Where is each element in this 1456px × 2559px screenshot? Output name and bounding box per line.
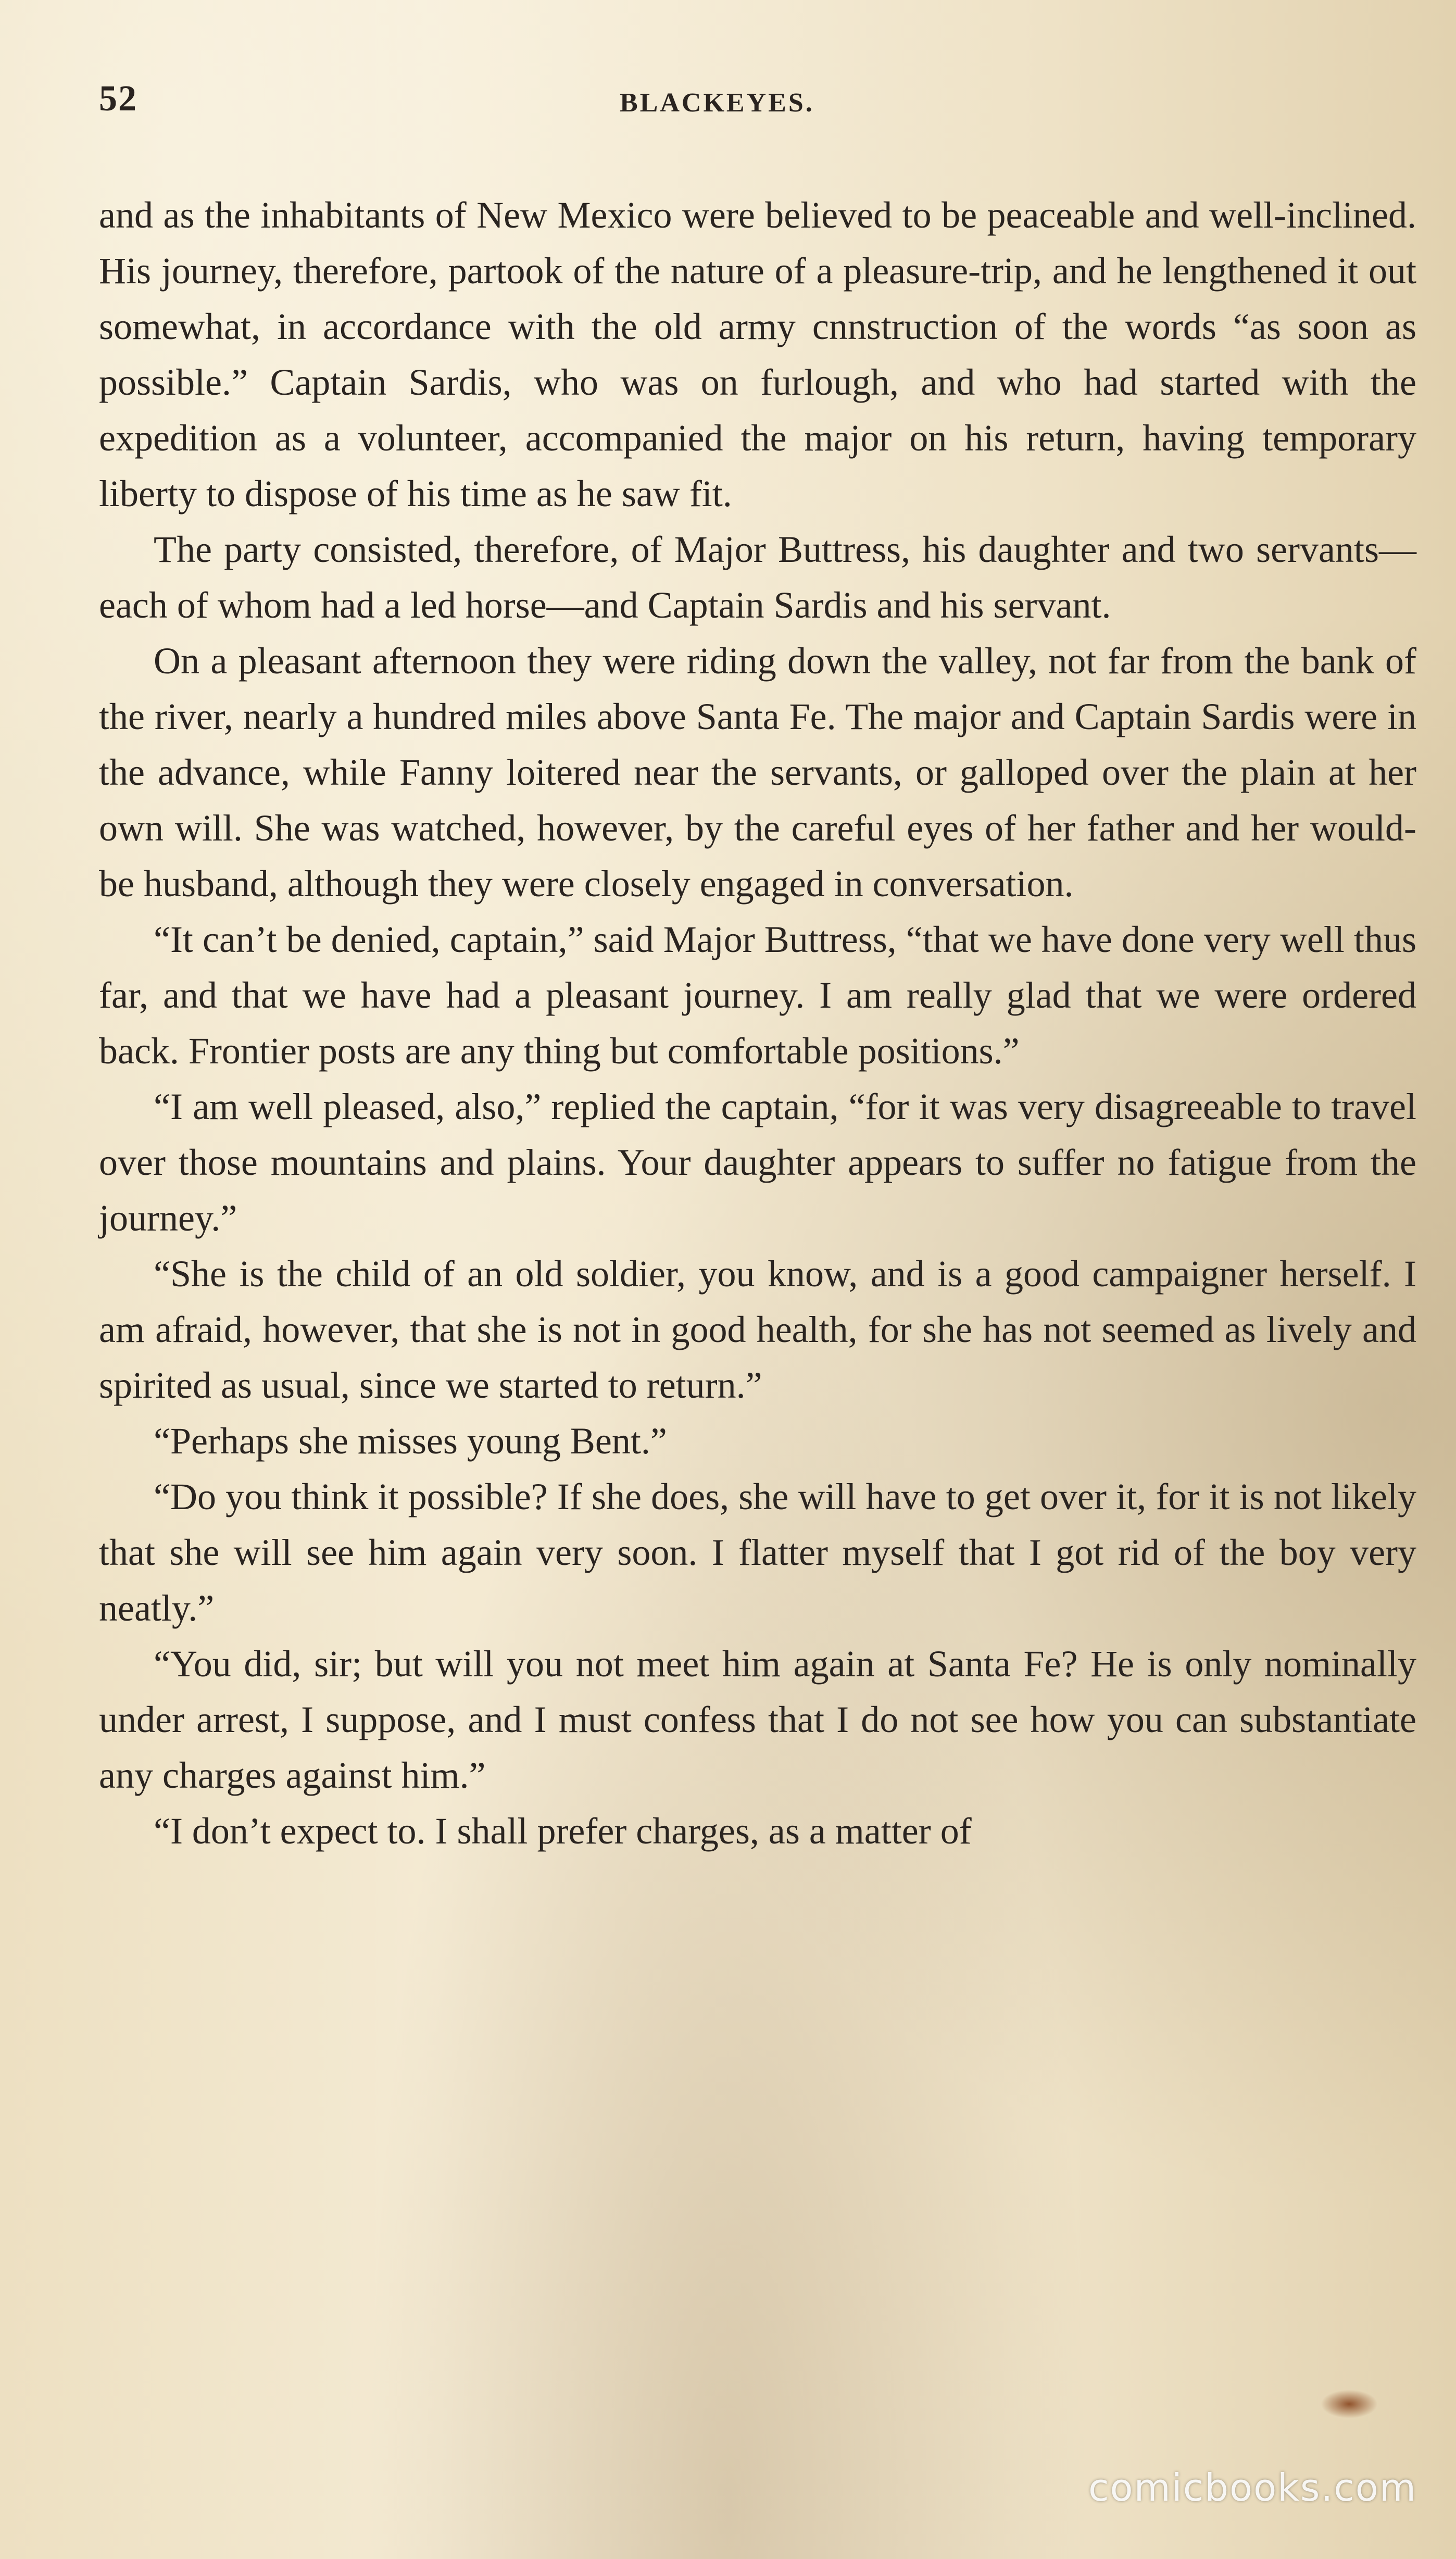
paragraph: The party consisted, therefore, of Major Buttress, his daughter and two servants—each of whom had a led horse—and Captain Sardis and his servant. [99,529,1416,626]
paragraph: “I am well pleased, also,” replied the captain, “for it was very disagreeable to travel over those mountains and plains. Your daughter appears to suffer no fatigue from the journey.” [99,1086,1416,1239]
paragraph: “You did, sir; but will you not meet him again at Santa Fe? He is only nominally under arrest, I suppose, and I must confess that I do not see how you can substantiate any charges against him.” [99,1643,1416,1796]
paragraph: “Do you think it possible? If she does, she will have to get over it, for it is not likely that she will see him again very soon. I flatter myself that I got rid of the boy very neatly.” [99,1476,1416,1629]
paragraph: On a pleasant afternoon they were riding down the valley, not far from the bank of the river, nearly a hundred miles above Santa Fe. The major and Captain Sardis were in the advance, while Fanny loitered near the servants, or galloped over the plain at her own will. She was watched, however, by the careful eyes of her father and her would-be husband, although they were closely engaged in conversation. [99,640,1416,905]
body-text [99,187,1416,1859]
page-number: 52 [99,79,137,119]
paragraph: “She is the child of an old soldier, you know, and is a good campaigner herself. I am afraid, however, that she is not in good health, for she has not seemed as lively and spirited as usual, since we started to return.” [99,1253,1416,1406]
watermark: comicbooks.com [1088,2466,1417,2510]
running-head: BLACKEYES. [620,88,814,118]
paragraph: “Perhaps she misses young Bent.” [154,1420,667,1462]
paragraph: “It can’t be denied, captain,” said Major Buttress, “that we have done very well thus far, and that we have had a pleasant journey. I am really glad that we were ordered back. Frontier posts are any thing but comfortable positions.” [99,919,1416,1072]
paragraph: “I don’t expect to. I shall prefer charges, as a matter of [154,1810,972,1852]
ink-stain [1321,2390,1378,2418]
paragraph: and as the inhabitants of New Mexico were believed to be peaceable and well-inclined. His journey, therefore, partook of the nature of a pleasure-trip, and he lengthened it out somewhat, in accordance with the old army cnnstruction of the words “as soon as possible.” Captain Sardis, who was on furlough, and who had started with the expedition as a volunteer, accompanied the major on his return, having temporary liberty to dispose of his time as he saw fit. [99,194,1416,515]
page-header [99,78,1380,125]
